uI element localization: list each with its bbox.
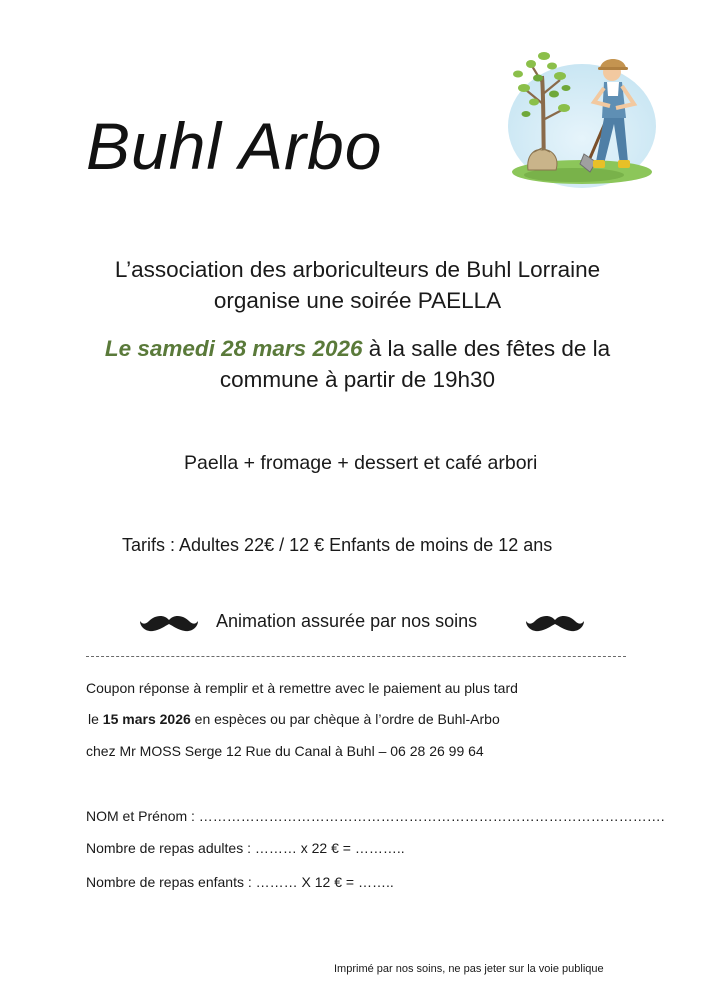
coupon-line-2: [88, 711, 500, 727]
menu-text: Paella + fromage + dessert et café arbori: [184, 452, 538, 474]
coupon-deadline: 15 mars 2026: [102, 711, 191, 727]
intro-line-1: L’association des arboriculteurs de Buhl Lorraine: [114, 257, 601, 282]
tarifs-text: Tarifs : Adultes 22€ / 12 € Enfants de moins de 12 ans: [122, 535, 553, 555]
adults-meals-field: Nombre de repas adultes : ……… x 22 € = ………..: [86, 840, 405, 856]
mustache-icon: [524, 611, 586, 635]
event-location: à la salle des fêtes de la: [362, 336, 611, 361]
children-meals-field: Nombre de repas enfants : ……… X 12 € = ……..: [86, 874, 394, 890]
cut-line-divider: [86, 656, 626, 657]
event-date-location: [0, 333, 715, 395]
coupon-line-3: chez Mr MOSS Serge 12 Rue du Canal à Buhl – 06 28 26 99 64: [86, 743, 484, 759]
event-time: commune à partir de 19h30: [219, 367, 496, 392]
coupon-line-2-suffix: en espèces ou par chèque à l’ordre de Buhl-Arbo: [190, 711, 500, 727]
event-date: Le samedi 28 mars 2026: [104, 336, 363, 361]
footer-note: Imprimé par nos soins, ne pas jeter sur la voie publique: [334, 963, 604, 975]
page-title: Buhl Arbo: [86, 109, 383, 183]
animation-text: Animation assurée par nos soins: [216, 611, 478, 631]
intro-text: [0, 254, 715, 316]
coupon-line-1: Coupon réponse à remplir et à remettre avec le paiement au plus tard: [86, 680, 518, 696]
mustache-icon: [138, 611, 200, 635]
intro-line-2: organise une soirée PAELLA: [213, 288, 502, 313]
gardener-planting-tree-illustration: [504, 44, 660, 194]
coupon-line-2-prefix: le: [88, 711, 103, 727]
name-field: NOM et Prénom : ……………………………………………………………………………………….: [86, 808, 665, 824]
